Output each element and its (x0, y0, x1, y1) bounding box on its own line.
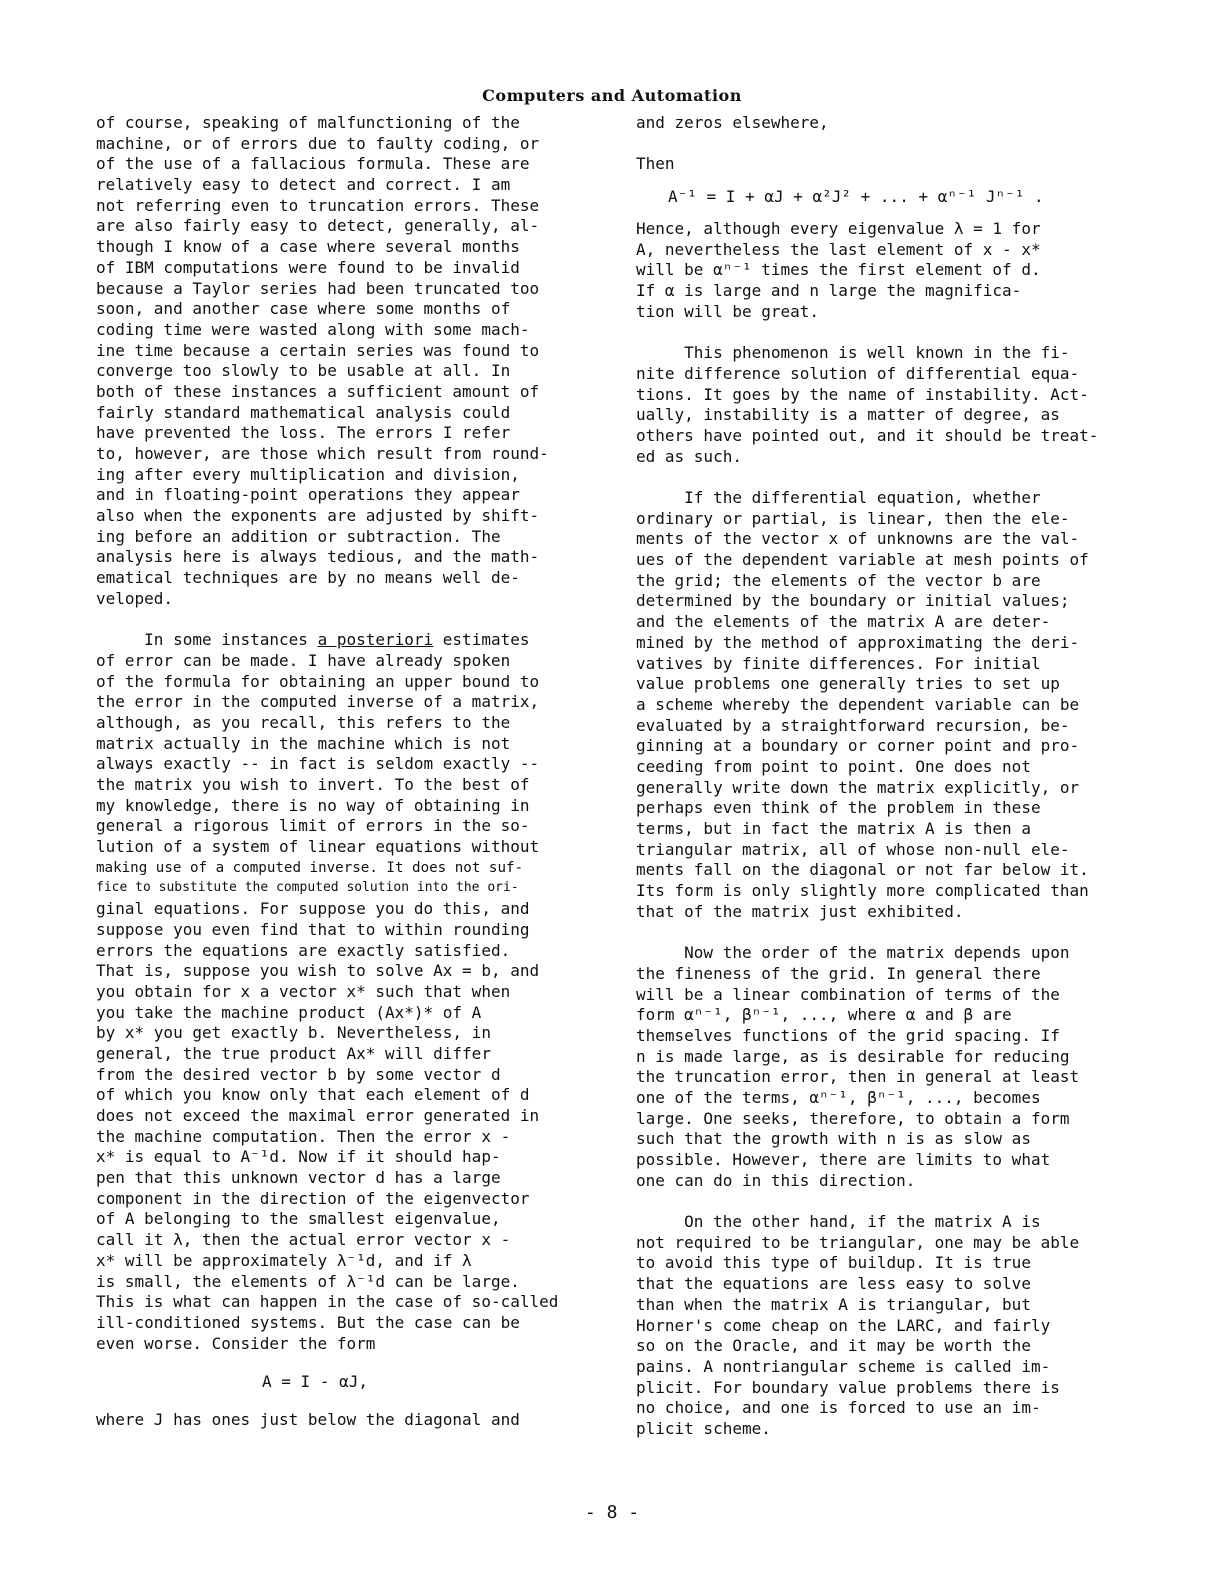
text-line: That is, suppose you wish to solve Ax = b, and (96, 961, 540, 981)
text-line: x* is equal to A⁻¹d. Now if it should hap- (96, 1147, 501, 1167)
text-line: where J has ones just below the diagonal and (96, 1410, 520, 1430)
text-line: you obtain for x a vector x* such that when (96, 981, 511, 1001)
text-line: soon, and another case where some months of (96, 299, 511, 319)
page-number: - 8 - (584, 1502, 640, 1523)
latin-term: a posteriori (317, 630, 434, 650)
text-line: call it λ, then the actual error vector x - (96, 1230, 511, 1250)
text-line: because a Taylor series had been truncated too (96, 278, 540, 298)
text-line: perhaps even think of the problem in these (636, 798, 1041, 818)
text-line: mined by the method of approximating the deri- (636, 632, 1080, 652)
text-line: ing after every multiplication and division, (96, 464, 520, 484)
text-line: ordinary or partial, is linear, then the ele- (636, 508, 1070, 528)
text-line: tions. It goes by the name of instability. Act- (636, 384, 1089, 404)
text-line: Horner's come cheap on the LARC, and fairly (636, 1315, 1051, 1335)
right-column (636, 113, 1136, 1440)
text-line: the grid; the elements of the vector b are (636, 570, 1041, 590)
text-line: will be αⁿ⁻¹ times the first element of d. (636, 260, 1041, 280)
text-line: analysis here is always tedious, and the math- (96, 547, 540, 567)
text-line: terms, but in fact the matrix A is then a (636, 819, 1031, 838)
text-line: lution of a system of linear equations without (96, 837, 540, 857)
text-line: Its form is only slightly more complicated than (636, 881, 1089, 901)
text-line: pen that this unknown vector d has a large (96, 1168, 501, 1188)
text-line: evaluated by a straightforward recursion, be- (636, 715, 1070, 735)
equation-a-inverse: A⁻¹ = I + αJ + α²J² + ... + αⁿ⁻¹ Jⁿ⁻¹ . (668, 187, 1044, 207)
text-line: to, however, are those which result from round- (96, 444, 549, 463)
text-line: determined by the boundary or initial values; (636, 591, 1070, 611)
text-line: ues of the dependent variable at mesh points of (636, 550, 1089, 570)
text-line: and in floating-point operations they appear (96, 485, 520, 505)
text-line: both of these instances a sufficient amount of (96, 381, 540, 401)
text-line: and zeros elsewhere, (636, 113, 829, 132)
text-line: ematical techniques are by no means well de- (96, 568, 520, 588)
text-line: Now the order of the matrix depends upon (636, 943, 1070, 963)
text-line: general a rigorous limit of errors in the so- (96, 816, 530, 836)
text-line: fice to substitute the computed solution into the ori- (96, 880, 519, 896)
text-line: tion will be great. (636, 301, 820, 321)
text-run: estimates (433, 630, 530, 650)
text-line: the truncation error, then in general at least (636, 1067, 1080, 1087)
text-line: relatively easy to detect and correct. I am (96, 175, 511, 195)
text-line: ments of the vector x of unknowns are the val- (636, 529, 1080, 549)
paragraph (636, 343, 1136, 467)
text-line: from the desired vector b by some vector d (96, 1064, 501, 1084)
text-line: of which you know only that each element of d (96, 1085, 530, 1105)
text-line: generally write down the matrix explicitly, or (636, 777, 1080, 797)
text-line: others have pointed out, and it should be treat- (636, 425, 1099, 445)
text-line: vatives by finite differences. For initial (636, 653, 1041, 673)
text-line: is small, the elements of λ⁻¹d can be large. (96, 1271, 520, 1291)
paragraph (96, 630, 596, 1354)
paragraph (636, 219, 1136, 322)
text-line: possible. However, there are limits to what (636, 1150, 1051, 1169)
text-line: although, as you recall, this refers to the (96, 712, 511, 732)
text-line: of course, speaking of malfunctioning of the (96, 113, 520, 132)
text-line: of A belonging to the smallest eigenvalue, (96, 1209, 501, 1229)
left-column (96, 113, 596, 1431)
text-line: a scheme whereby the dependent variable can be (636, 694, 1080, 714)
text-line: plicit. For boundary value problems there is (636, 1377, 1060, 1397)
text-line: ments fall on the diagonal or not far below it. (636, 860, 1089, 880)
text-line: fairly standard mathematical analysis could (96, 402, 511, 422)
text-line: ually, instability is a matter of degree, as (636, 405, 1060, 425)
text-line: such that the growth with n is as slow as (636, 1129, 1031, 1149)
text-line: have prevented the loss. The errors I refer (96, 423, 511, 443)
text-line: On the other hand, if the matrix A is (636, 1212, 1041, 1232)
text-line: general, the true product Ax* will differ (96, 1043, 491, 1063)
text-line: ill-conditioned systems. But the case can be (96, 1312, 520, 1332)
text-line: so on the Oracle, and it may be worth the (636, 1336, 1031, 1356)
text-line: also when the exponents are adjusted by shift- (96, 506, 540, 526)
text-line: even worse. Consider the form (96, 1333, 376, 1353)
text-line: the error in the computed inverse of a matrix, (96, 692, 540, 712)
text-line: that of the matrix just exhibited. (636, 901, 964, 921)
text-line: If α is large and n large the magnifica- (636, 281, 1022, 301)
text-line: ed as such. (636, 446, 742, 466)
text-line: nite difference solution of differential equa- (636, 363, 1080, 383)
text-line: one of the terms, αⁿ⁻¹, βⁿ⁻¹, ..., becomes (636, 1087, 1041, 1107)
text-line: ine time because a certain series was found to (96, 340, 540, 360)
text-line: value problems one generally tries to set up (636, 674, 1060, 694)
running-header: Computers and Automation (482, 86, 742, 105)
text-line: my knowledge, there is no way of obtaining in (96, 795, 530, 815)
text-line: always exactly -- in fact is seldom exactly -- (96, 754, 540, 774)
text-line: machine, or of errors due to faulty coding, or (96, 133, 540, 153)
text-line: errors the equations are exactly satisfied. (96, 940, 511, 960)
text-line: component in the direction of the eigenvector (96, 1188, 530, 1208)
paragraph (636, 1212, 1136, 1440)
text-line: A, nevertheless the last element of x - x* (636, 239, 1041, 259)
text-line: the fineness of the grid. In general there (636, 963, 1041, 983)
text-line: ing before an addition or subtraction. The (96, 526, 501, 546)
text-line: coding time were wasted along with some mach- (96, 319, 530, 339)
text-line: than when the matrix A is triangular, but (636, 1294, 1031, 1314)
text-line: will be a linear combination of terms of the (636, 984, 1060, 1004)
text-line: This is what can happen in the case of so-called (96, 1292, 559, 1312)
text-line: If the differential equation, whether (636, 488, 1041, 507)
text-line: suppose you even find that to within rounding (96, 919, 530, 939)
paragraph (636, 488, 1136, 922)
text-line: does not exceed the maximal error generated in (96, 1106, 540, 1125)
text-line: you take the machine product (Ax*)* of A (96, 1002, 482, 1022)
text-line: veloped. (96, 588, 174, 608)
text-run: In some instances (96, 630, 318, 650)
text-line: though I know of a case where several months (96, 237, 520, 257)
text-line: and the elements of the matrix A are deter- (636, 612, 1051, 632)
text-line: to avoid this type of buildup. It is true (636, 1253, 1031, 1273)
text-line: x* will be approximately λ⁻¹d, and if λ (96, 1250, 472, 1270)
equation-a: A = I - αJ, (262, 1372, 368, 1392)
text-line: This phenomenon is well known in the fi- (636, 343, 1070, 363)
text-line: matrix actually in the machine which is not (96, 733, 511, 753)
text-line: of the formula for obtaining an upper bound to (96, 671, 540, 691)
text-line: pains. A nontriangular scheme is called im- (636, 1356, 1051, 1376)
text-line: not referring even to truncation errors. These (96, 195, 540, 215)
text-line: that the equations are less easy to solve (636, 1274, 1031, 1294)
text-line: ginal equations. For suppose you do this, and (96, 899, 530, 919)
text-line: of error can be made. I have already spoken (96, 650, 511, 670)
text-line: Hence, although every eigenvalue λ = 1 for (636, 219, 1041, 239)
text-line: ginning at a boundary or corner point and pro- (636, 736, 1080, 756)
text-line (96, 630, 596, 651)
text-line: the matrix you wish to invert. To the best of (96, 775, 530, 794)
text-line: large. One seeks, therefore, to obtain a form (636, 1108, 1070, 1128)
text-line: are also fairly easy to detect, generally, al- (96, 216, 540, 236)
text-line: ceeding from point to point. One does not (636, 756, 1031, 776)
text-line: themselves functions of the grid spacing. If (636, 1025, 1060, 1045)
text-line: n is made large, as is desirable for reducing (636, 1046, 1070, 1066)
text-line: not required to be triangular, one may be able (636, 1232, 1080, 1252)
text-line: one can do in this direction. (636, 1170, 916, 1190)
text-line: of IBM computations were found to be invalid (96, 257, 520, 277)
text-line: of the use of a fallacious formula. These are (96, 154, 530, 174)
text-line: form αⁿ⁻¹, βⁿ⁻¹, ..., where α and β are (636, 1005, 1012, 1025)
text-line: by x* you get exactly b. Nevertheless, in (96, 1023, 491, 1043)
text-line: the machine computation. Then the error x - (96, 1126, 511, 1146)
text-line: converge too slowly to be usable at all. In (96, 361, 511, 381)
text-line: making use of a computed inverse. It does not suf- (96, 859, 524, 876)
paragraph (636, 943, 1136, 1191)
text-line: no choice, and one is forced to use an im- (636, 1398, 1041, 1418)
text-line: plicit scheme. (636, 1418, 771, 1438)
paragraph (96, 113, 596, 610)
text-line: Then (636, 154, 675, 174)
text-line: triangular matrix, all of whose non-null ele- (636, 839, 1070, 859)
